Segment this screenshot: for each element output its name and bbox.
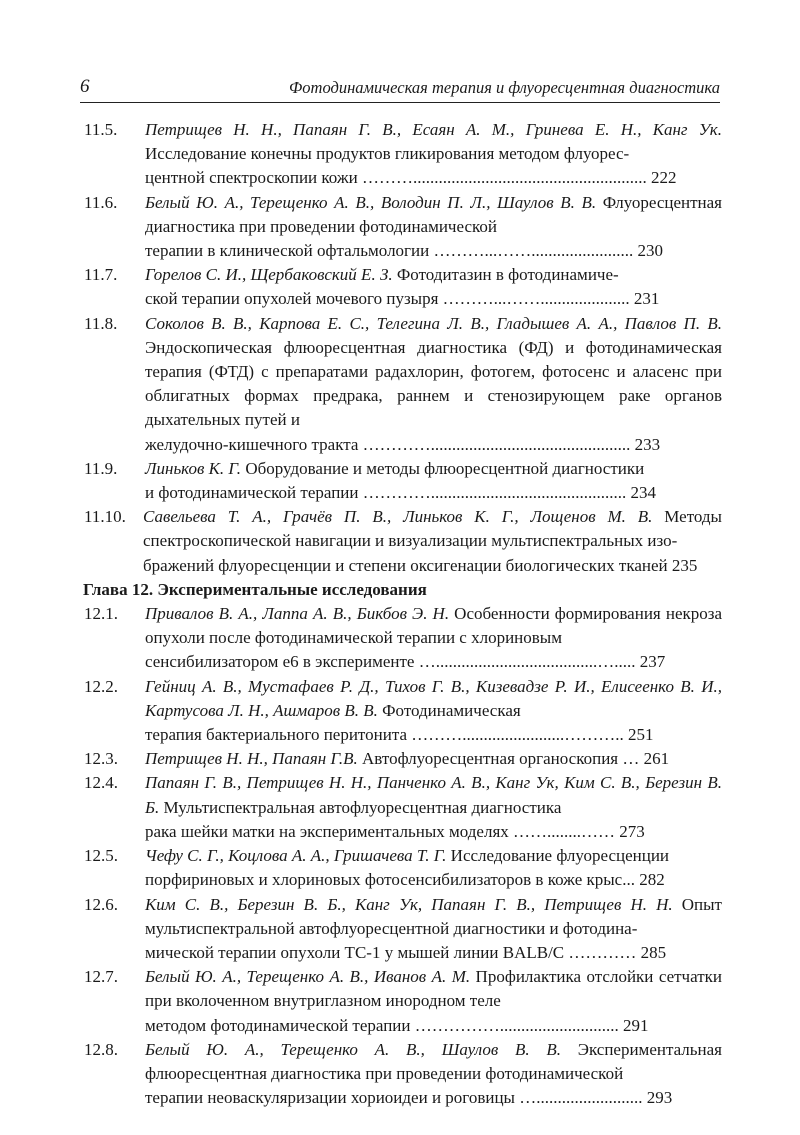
table-of-contents <box>80 118 722 1110</box>
entry-number: 12.8. <box>84 1039 118 1059</box>
entry-body <box>145 965 722 1038</box>
entry-number: 12.2. <box>84 676 118 696</box>
entry-body <box>145 191 722 264</box>
toc-entry[interactable] <box>80 191 722 264</box>
entry-body <box>145 457 722 505</box>
entry-authors: Савельева Т. А., Грачёв П. В., Линьков К. Г., Лощенов М. В. <box>143 507 653 527</box>
toc-entry[interactable] <box>80 602 722 675</box>
entry-number: 12.6. <box>84 894 118 914</box>
entry-title: Оборудование и методы флюоресцентной диагностики <box>241 458 645 478</box>
entry-number: 12.4. <box>84 773 118 793</box>
running-title: Фотодинамическая терапия и флуоресцентная диагностика <box>289 78 720 97</box>
entry-authors: Горелов С. И., Щербаковский Е. З. <box>145 265 393 285</box>
entry-body <box>145 602 722 675</box>
toc-entry[interactable] <box>80 457 722 505</box>
entry-last-line: центной спектроскопии кожи ………....................................................... 222 <box>145 168 677 188</box>
entry-title: Фотодинамическая <box>377 700 521 720</box>
entry-authors: Линьков К. Г. <box>145 458 242 478</box>
entry-body <box>145 771 722 844</box>
entry-title: Эндоскопическая флюоресцентная диагностика (ФД) и фотодинамическая терапия (ФТД) с препаратами радахлорин, фотогем, фотосенс и аласенс при облигатных формах предрака, раннем и стенозирующем раке органов дыхательных путей и <box>145 337 722 430</box>
entry-main-text <box>145 602 722 650</box>
toc-group-chapter-12 <box>80 602 722 1110</box>
toc-entry[interactable] <box>80 118 722 191</box>
entry-number: 11.10. <box>84 507 126 527</box>
entry-number: 11.8. <box>84 313 118 333</box>
entry-last-line: и фотодинамической терапии ………….............................................. 234 <box>145 483 656 503</box>
entry-main-text <box>145 965 722 1013</box>
entry-main-text <box>145 263 722 287</box>
entry-last-line: желудочно-кишечного тракта …………............................................... 233 <box>145 434 661 454</box>
entry-body <box>145 893 722 966</box>
entry-authors: Белый Ю. А., Терещенко А. В., Иванов А. М. <box>145 967 471 987</box>
entry-number: 12.1. <box>84 604 118 624</box>
running-header <box>80 72 720 103</box>
entry-number: 11.9. <box>84 458 118 478</box>
entry-authors: Белый Ю. А., Терещенко А. В., Володин П. Л., Шаулов В. В. <box>145 192 597 212</box>
entry-last-line: терапии неоваскуляризации хориоидеи и роговицы …......................... 293 <box>145 1088 673 1108</box>
entry-main-text <box>145 457 722 481</box>
entry-authors: Гейниц А. В., Мустафаев Р. Д., Тихов Г. В., Кизевадзе Р. И., Елисеенко В. И., Картусова Л. Н., Ашмаров В. В. <box>145 676 722 720</box>
entry-authors: Соколов В. В., Карпова Е. С., Телегина Л. В., Гладышев А. А., Павлов П. В. <box>145 313 722 333</box>
entry-body <box>145 118 722 191</box>
entry-body <box>145 1038 722 1111</box>
entry-main-text <box>143 505 722 553</box>
entry-authors: Ким С. В., Березин В. Б., Канг Ук, Папаян Г. В., Петрищев Н. Н. <box>145 894 673 914</box>
entry-main-text <box>145 312 722 433</box>
entry-authors: Папаян Г. В., Петрищев Н. Н., Панченко А. В., Канг Ук, Ким С. В., Березин В. Б. <box>145 773 722 817</box>
entry-number: 11.7. <box>84 265 118 285</box>
entry-title: Профилактика отслойки сетчатки при вколоченном внутриглазном инородном теле <box>145 967 722 1011</box>
entry-title: Опыт мультиспектральной автофлуоресцентной диагностики и фотодина- <box>145 894 722 938</box>
entry-title: Исследование конечны продуктов гликирования методом флуорес- <box>145 144 630 164</box>
toc-entry[interactable] <box>80 312 722 457</box>
toc-entry[interactable] <box>80 263 722 311</box>
toc-entry[interactable] <box>80 747 722 771</box>
toc-entry[interactable] <box>80 1038 722 1111</box>
entry-title: Экспериментальная флюоресцентная диагностика при проведении фотодинамической <box>145 1039 722 1083</box>
entry-body <box>145 675 722 748</box>
entry-title: Фотодитазин в фотодинамиче- <box>392 265 619 285</box>
entry-last-line: терапии в клинической офтальмологии ………...……........................ 230 <box>145 241 663 261</box>
entry-main-text <box>145 191 722 239</box>
entry-number: 12.3. <box>84 749 118 769</box>
entry-body <box>145 844 722 892</box>
entry-main-text <box>145 844 722 868</box>
entry-last-line: сенсибилизатором е6 в эксперименте …......................................…..... 237 <box>145 652 666 672</box>
entry-authors: Петрищев Н. Н., Папаян Г.В. <box>145 749 358 769</box>
page-number: 6 <box>80 76 90 97</box>
entry-title: Автофлуоресцентная органоскопия … 261 <box>357 749 670 769</box>
entry-title: Методы спектроскопической навигации и визуализации мультиспектральных изо- <box>143 507 722 551</box>
entry-last-line: ской терапии опухолей мочевого пузыря ………...……..................... 231 <box>145 289 660 309</box>
entry-last-line: терапия бактериального перитонита ………........................……….. 251 <box>145 725 654 745</box>
entry-main-text <box>145 771 722 819</box>
entry-number: 12.7. <box>84 967 118 987</box>
toc-entry[interactable] <box>80 965 722 1038</box>
entry-title: Исследование флуоресценции <box>446 846 670 866</box>
entry-main-text <box>145 747 722 771</box>
entry-main-text <box>145 1038 722 1086</box>
toc-entry[interactable] <box>80 675 722 748</box>
entry-title: Флуоресцентная диагностика при проведении фотодинамической <box>145 192 722 236</box>
entry-body <box>145 747 722 771</box>
entry-main-text <box>145 675 722 723</box>
toc-group-chapter-11 <box>80 118 722 578</box>
entry-authors: Петрищев Н. Н., Папаян Г. В., Есаян А. М., Гринева Е. Н., Канг Ук. <box>145 120 722 139</box>
entry-last-line: бражений флуоресценции и степени оксигенации биологических тканей 235 <box>143 555 698 575</box>
entry-number: 12.5. <box>84 846 118 866</box>
entry-main-text <box>145 893 722 941</box>
toc-entry[interactable] <box>80 893 722 966</box>
entry-authors: Белый Ю. А., Терещенко А. В., Шаулов В. В. <box>145 1039 561 1059</box>
chapter-heading: Глава 12. Экспериментальные исследования <box>83 579 427 599</box>
entry-authors: Чефу С. Г., Коцлова А. А., Гришачева Т. Г. <box>145 846 447 866</box>
toc-entry[interactable] <box>80 844 722 892</box>
entry-title: Особенности формирования некроза опухоли после фотодинамической терапии с хлориновым <box>145 604 723 648</box>
entry-number: 11.5. <box>84 120 118 139</box>
toc-entry[interactable] <box>80 505 722 578</box>
entry-authors: Привалов В. А., Лаппа А. В., Бикбов Э. Н. <box>145 604 450 624</box>
toc-entry[interactable] <box>80 771 722 844</box>
entry-body <box>145 312 722 457</box>
entry-last-line: порфириновых и хлориновых фотосенсибилизаторов в коже крыс... 282 <box>145 870 665 890</box>
entry-last-line: рака шейки матки на экспериментальных моделях ……........…… 273 <box>145 821 645 841</box>
entry-title: Мультиспектральная автофлуоресцентная диагностика <box>159 797 562 817</box>
entry-last-line: методом фотодинамической терапии ……………............................ 291 <box>145 1015 649 1035</box>
entry-number: 11.6. <box>84 192 118 212</box>
entry-last-line: мической терапии опухоли ТС-1 у мышей линии BALB/C ………… 285 <box>145 942 667 962</box>
entry-body <box>145 263 722 311</box>
entry-body <box>143 505 722 578</box>
entry-main-text <box>145 118 722 166</box>
